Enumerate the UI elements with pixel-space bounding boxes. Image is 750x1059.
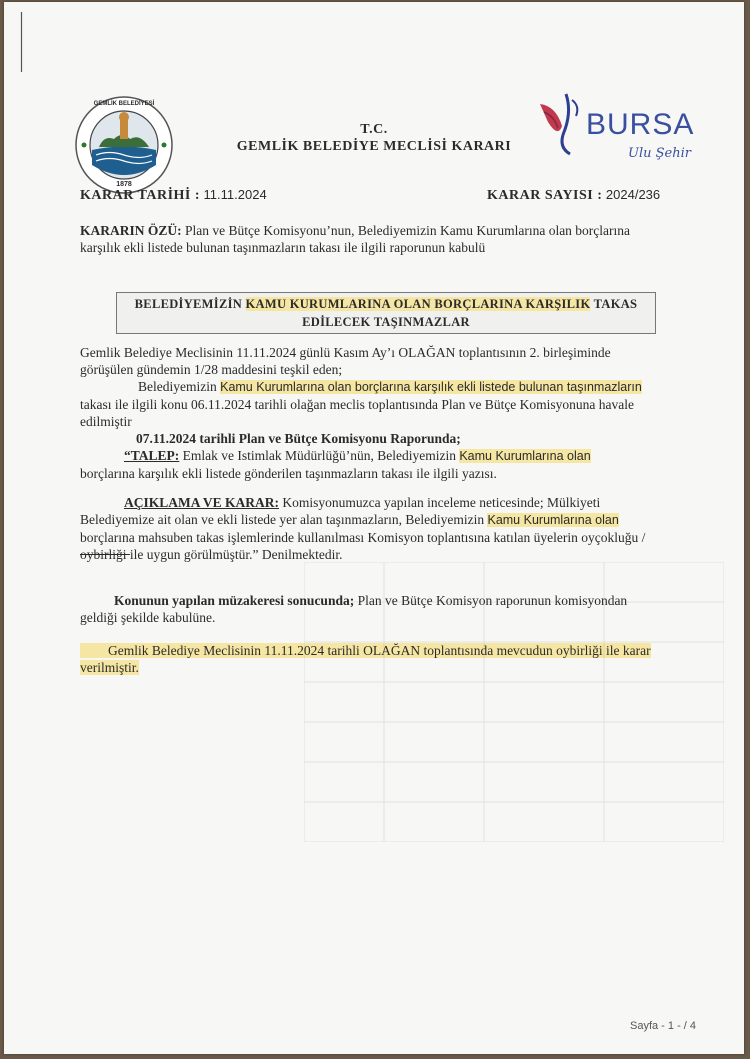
- intro-paragraph: [80, 344, 706, 430]
- report-section: [80, 430, 706, 482]
- decision-line1: Komisyonumuzca yapılan inceleme neticesinde; Mülkiyeti: [279, 495, 601, 510]
- talep-text: Emlak ve Istimlak Müdürlüğü’nün, Belediyemizin: [179, 448, 460, 463]
- talep-highlight: Kamu Kurumlarına olan: [459, 449, 591, 463]
- intro-line3a: Belediyemizin: [138, 379, 221, 394]
- tc-heading: T.C.: [360, 122, 388, 137]
- decision-date-label: KARAR TARİHİ :: [80, 188, 201, 203]
- decision-line2a: Belediyemize ait olan ve ekli listede yer alan taşınmazların, Belediyemizin: [80, 512, 488, 527]
- decision-line3: borçlarına mahsuben takas işlemlerinde kullanılması Komisyon toplantısına katılan üyelerin oyçokluğu /: [80, 530, 646, 545]
- seal-year: 1878: [116, 181, 132, 188]
- subject-highlight: KAMU KURUMLARINA OLAN BORÇLARINA KARŞILIK: [245, 297, 591, 311]
- document-page: [4, 2, 744, 1054]
- final-line2: verilmiştir.: [80, 660, 139, 675]
- pen-mark: [20, 12, 23, 72]
- seal-text: GEMLİK BELEDİYESİ: [93, 101, 155, 107]
- subject-part3: TAKAS: [590, 297, 638, 311]
- page-number: Sayfa - 1 - / 4: [630, 1020, 697, 1032]
- decision-number: [487, 187, 660, 204]
- summary-label: KARARIN ÖZÜ:: [80, 223, 182, 238]
- intro-line1: Gemlik Belediye Meclisinin 11.11.2024 günlü Kasım Ay’ı OLAĞAN toplantısının 2. birleşiminde: [80, 345, 611, 360]
- decision-highlight: Kamu Kurumlarına olan: [487, 513, 619, 527]
- summary-line2: karşılık ekli listede bulunan taşınmazların takası ile ilgili raporunun kabulü: [80, 240, 486, 255]
- decision-date-value: 11.11.2024: [203, 187, 267, 202]
- decision-line4b: ile uygun görülmüştür.”: [129, 547, 259, 562]
- decision-date: [80, 187, 267, 204]
- decision-label: AÇIKLAMA VE KARAR:: [124, 495, 280, 510]
- bursa-tagline: Ulu Şehir: [628, 146, 691, 161]
- intro-line4: takası ile ilgili konu 06.11.2024 tarihli olağan meclis toplantısında Plan ve Bütçe Komisyonuna havale: [80, 397, 635, 412]
- decision-section: [80, 494, 706, 563]
- conclusion-line2: geldiği şekilde kabulüne.: [80, 610, 216, 625]
- intro-line5: edilmiştir: [80, 414, 132, 429]
- subject-box: [116, 292, 656, 334]
- decision-number-value: 2024/236: [605, 187, 661, 202]
- decision-strike: oybirliği: [80, 547, 130, 562]
- bursa-wordmark: BURSA: [586, 108, 695, 141]
- final-line1: Gemlik Belediye Meclisinin 11.11.2024 tarihli OLAĞAN toplantısında mevcudun oybirliği ile karar: [80, 643, 651, 658]
- conclusion-label: Konunun yapılan müzakeresi sonucunda;: [114, 593, 355, 608]
- intro-line2: görüşülen gündemin 1/28 maddesini teşkil eden;: [80, 362, 343, 377]
- report-heading: 07.11.2024 tarihli Plan ve Bütçe Komisyonu Raporunda;: [136, 431, 461, 446]
- summary-line1: Plan ve Bütçe Komisyonu’nun, Belediyemizin Kamu Kurumlarına olan borçlarına: [185, 223, 631, 238]
- bleed-through-table: [304, 562, 724, 842]
- subject-line2: EDİLECEK TAŞINMAZLAR: [302, 315, 470, 329]
- talep-line2: borçlarına karşılık ekli listede gönderilen taşınmazların takası ile ilgili yazısı.: [80, 466, 497, 481]
- conclusion-line1: Plan ve Bütçe Komisyon raporunun komisyondan: [354, 593, 628, 608]
- intro-highlight: Kamu Kurumlarına olan borçlarına karşılık ekli listede bulunan taşınmazların: [220, 380, 642, 394]
- subject-part1: BELEDİYEMİZİN: [134, 297, 246, 311]
- decision-summary: [80, 222, 706, 256]
- decision-line4c: Denilmektedir.: [258, 547, 343, 562]
- decision-number-label: KARAR SAYISI :: [487, 188, 603, 203]
- document-title: GEMLİK BELEDİYE MECLİSİ KARARI: [236, 139, 512, 154]
- talep-label: “TALEP:: [124, 448, 180, 463]
